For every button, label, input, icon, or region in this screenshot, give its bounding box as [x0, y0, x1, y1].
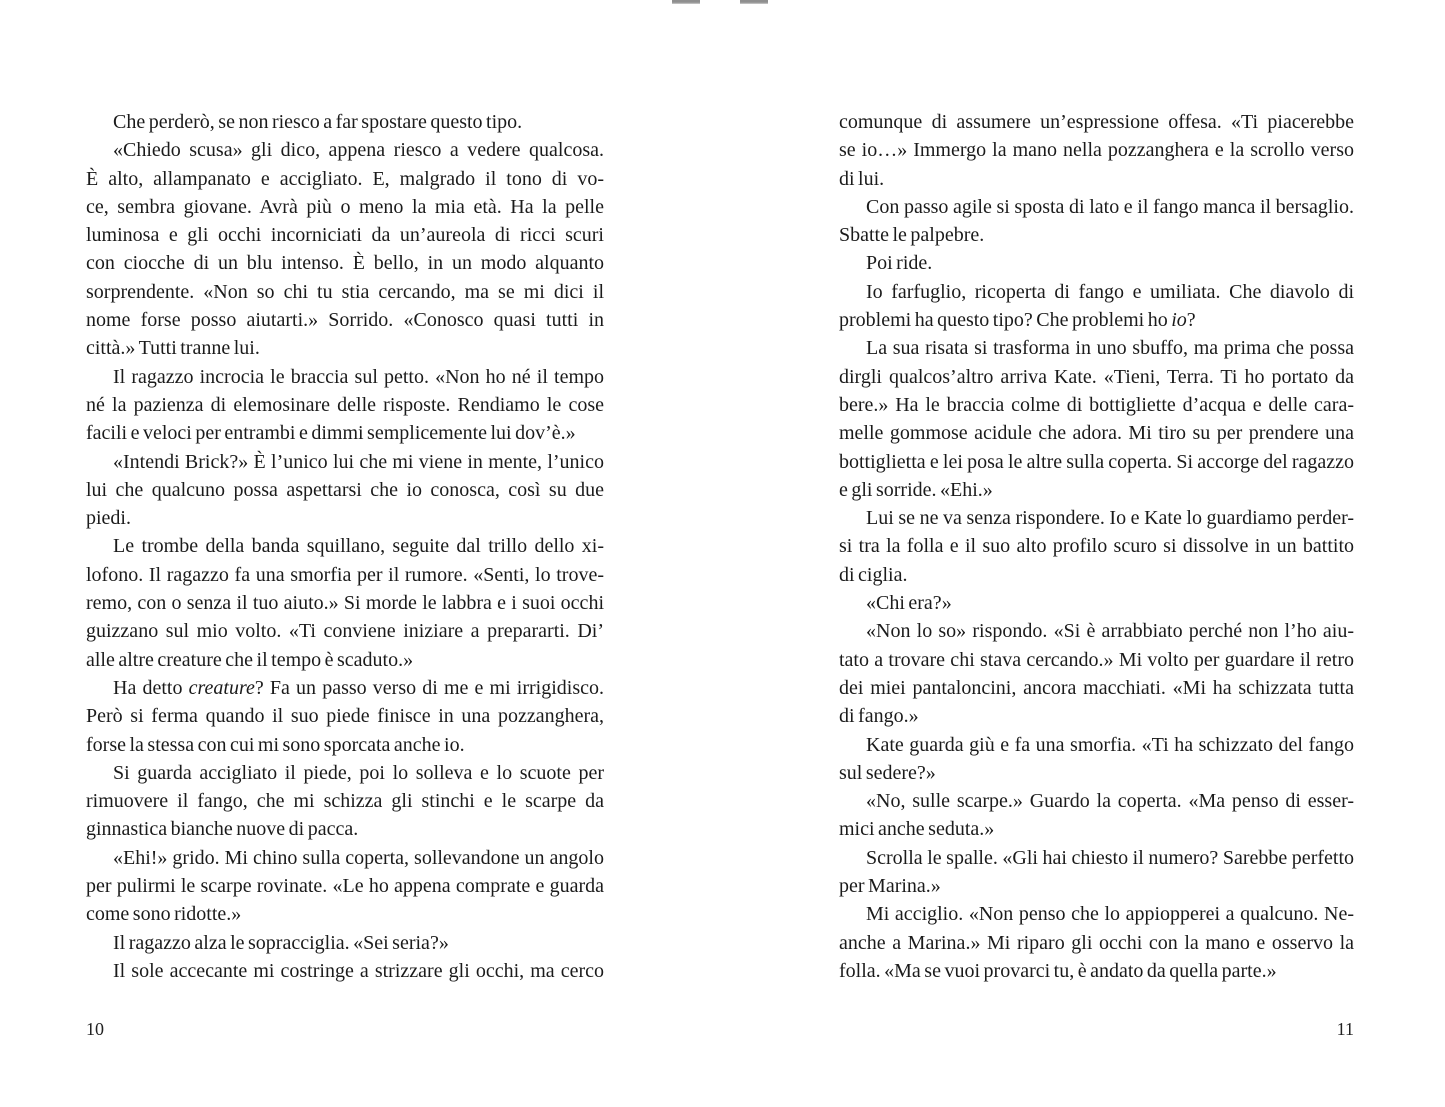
text-line: bere.» Ha le braccia colme di bottigliette d’acqua e delle cara- [839, 393, 1354, 416]
text-line: di fango.» [839, 705, 919, 728]
text-line: se io…» Immergo la mano nella pozzanghera e la scrollo verso [839, 139, 1354, 162]
text-line: Scrolla le spalle. «Gli hai chiesto il numero? Sarebbe perfetto [866, 846, 1354, 869]
text-line: melle gommose acidule che adora. Mi tiro su per prendere una [839, 422, 1354, 445]
text-line: «Non lo so» rispondo. «Si è arrabbiato perché non l’ho aiu- [866, 620, 1354, 643]
text-line: Io farfuglio, ricoperta di fango e umiliata. Che diavolo di [866, 280, 1354, 303]
text-line: né la pazienza di elemosinare delle risposte. Rendiamo le cose [86, 393, 604, 416]
text-line: sorprendente. «Non so chi tu stia cercando, ma se mi dici il [86, 280, 604, 303]
text-line: È alto, allampanato e accigliato. E, malgrado il tono di vo- [86, 167, 604, 190]
top-edge-bar-right [740, 0, 768, 4]
text-line: Poi ride. [866, 252, 933, 275]
text-line: mici anche seduta.» [839, 818, 995, 841]
text-line: Ha detto creature? Fa un passo verso di me e mi irrigidisco. [113, 676, 605, 699]
text-line: Mi acciglio. «Non penso che lo appiopperei a qualcuno. Ne- [866, 903, 1354, 926]
text-line: Kate guarda giù e fa una smorfia. «Ti ha schizzato del fango [866, 733, 1354, 756]
text-line: Le trombe della banda squillano, seguite dal trillo dello xi- [113, 535, 604, 558]
page-number-right: 11 [1336, 1019, 1354, 1039]
text-line: anche a Marina.» Mi riparo gli occhi con la mano e osservo la [839, 931, 1354, 954]
text-line: Sbatte le palpebre. [839, 224, 985, 247]
text-line: Che perderò, se non riesco a far spostare questo tipo. [113, 111, 523, 133]
text-line: alle altre creature che il tempo è scaduto.» [86, 648, 414, 671]
text-line: folla. «Ma se vuoi provarci tu, è andato da quella parte.» [839, 959, 1277, 982]
page-left-text [86, 108, 604, 985]
text-line: lui che qualcuno possa aspettarsi che io conosca, così su due [86, 478, 604, 501]
text-line: problemi ha questo tipo? Che problemi ho io? [839, 309, 1196, 332]
text-line: città.» Tutti tranne lui. [86, 337, 260, 360]
text-line: «Chi era?» [866, 592, 952, 615]
text-line: forse la stessa con cui mi sono sporcata anche io. [86, 733, 465, 756]
text-line: tato a trovare chi stava cercando.» Mi volto per guardare il retro [839, 648, 1354, 671]
text-line: sul sedere?» [839, 761, 936, 784]
text-line: e gli sorride. «Ehi.» [839, 478, 993, 501]
text-line: Il sole accecante mi costringe a strizzare gli occhi, ma cerco [113, 959, 604, 982]
text-line: come sono ridotte.» [86, 903, 242, 926]
text-line: per pulirmi le scarpe rovinate. «Le ho appena comprate e guarda [86, 875, 604, 898]
page-right-text [839, 108, 1354, 985]
page-number-left: 10 [86, 1019, 104, 1039]
text-line: di lui. [839, 167, 885, 190]
text-line: rimuovere il fango, che mi schizza gli stinchi e le scarpe da [86, 790, 604, 813]
text-line: Il ragazzo incrocia le braccia sul petto. «Non ho né il tempo [113, 365, 604, 388]
text-line: bottiglietta e lei posa le altre sulla coperta. Si accorge del ragazzo [839, 450, 1354, 473]
text-line: comunque di assumere un’espressione offesa. «Ti piacerebbe [839, 111, 1354, 133]
text-line: di ciglia. [839, 563, 908, 586]
text-line: «Chiedo scusa» gli dico, appena riesco a vedere qualcosa. [113, 139, 604, 162]
text-line: lofono. Il ragazzo fa una smorfia per il rumore. «Senti, lo trove- [86, 563, 604, 586]
text-line: luminosa e gli occhi incorniciati da un’aureola di ricci scuri [86, 224, 604, 247]
text-line: nome forse posso aiutarti.» Sorrido. «Conosco quasi tutti in [86, 309, 604, 332]
text-line: Si guarda accigliato il piede, poi lo solleva e lo scuote per [113, 761, 604, 784]
text-line: ginnastica bianche nuove di pacca. [86, 818, 359, 841]
text-line: ce, sembra giovane. Avrà più o meno la mia età. Ha la pelle [86, 195, 604, 218]
text-line: si tra la folla e il suo alto profilo scuro si dissolve in un battito [839, 535, 1354, 558]
text-line: remo, con o senza il tuo aiuto.» Si morde le labbra e i suoi occhi [86, 592, 604, 615]
text-line: Però si ferma quando il suo piede finisce in una pozzanghera, [86, 705, 604, 728]
text-line: Con passo agile si sposta di lato e il fango manca il bersaglio. [866, 195, 1354, 218]
text-line: La sua risata si trasforma in uno sbuffo, ma prima che possa [866, 337, 1354, 360]
text-line: piedi. [86, 507, 131, 530]
text-line: con ciocche di un blu intenso. È bello, in un modo alquanto [86, 252, 604, 275]
text-line: Il ragazzo alza le sopracciglia. «Sei seria?» [113, 931, 449, 954]
text-line: dei miei pantaloncini, ancora macchiati. «Mi ha schizzata tutta [839, 676, 1354, 699]
text-line: guizzano sul mio volto. «Ti conviene iniziare a prepararti. Di’ [86, 620, 604, 643]
text-line: Lui se ne va senza rispondere. Io e Kate lo guardiamo perder- [866, 507, 1354, 530]
text-line: «Intendi Brick?» È l’unico lui che mi viene in mente, l’unico [113, 450, 604, 473]
text-line: per Marina.» [839, 875, 941, 898]
text-line: «Ehi!» grido. Mi chino sulla coperta, sollevandone un angolo [113, 846, 604, 869]
text-line: «No, sulle scarpe.» Guardo la coperta. «Ma penso di esser- [866, 790, 1354, 813]
text-line: dirgli qualcos’altro arriva Kate. «Tieni, Terra. Ti ho portato da [839, 365, 1354, 388]
text-line: facili e veloci per entrambi e dimmi semplicemente lui dov’è.» [86, 422, 576, 445]
top-edge-bar-left [672, 0, 700, 4]
